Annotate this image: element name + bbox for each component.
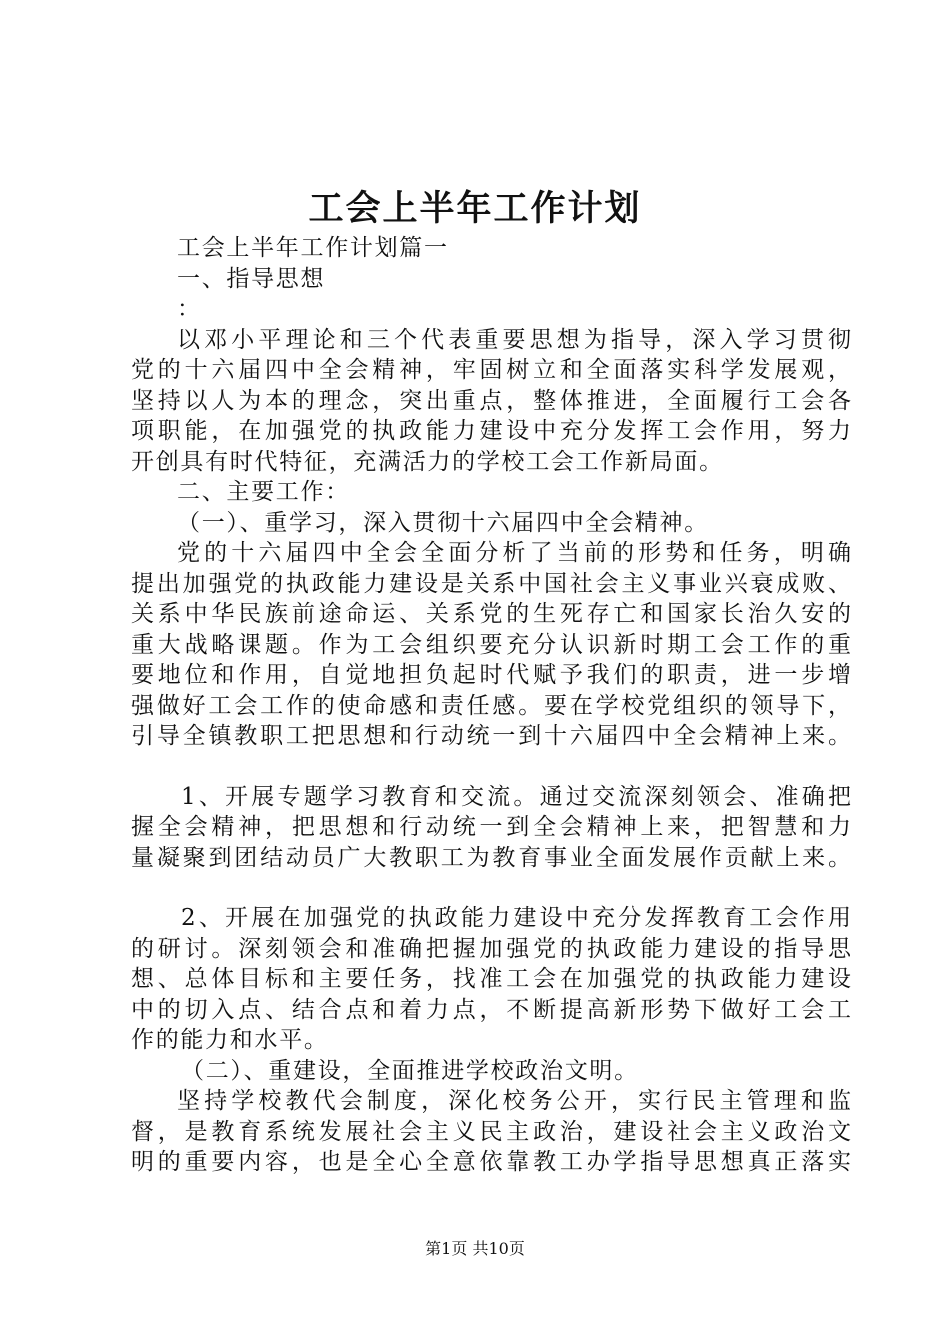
paragraph-line: 坚持以人为本的理念，突出重点，整体推进，全面履行工会各 [131,387,851,414]
paragraph-line: 项职能，在加强党的执政能力建设中充分发挥工会作用，努力 [131,418,851,444]
paragraph-line: 量凝聚到团结动员广大教职工为教育事业全面发展作贡献上来。 [131,844,851,871]
paragraph-gap [131,752,851,782]
paragraph-line: 想、总体目标和主要任务，找准工会在加强党的执政能力建设 [131,966,851,992]
subsection-heading: （二）、重建设，全面推进学校政治文明。 [181,1057,639,1084]
paragraph-line: 1、开展专题学习教育和交流。通过交流深刻领会、准确把 [181,783,851,810]
paragraph-line: 强做好工会工作的使命感和责任感。要在学校党组织的领导下， [131,692,851,719]
subsection-heading: （一）、重学习，深入贯彻十六届四中全会精神。 [177,509,709,536]
paragraph-line: 督，是教育系统发展社会主义民主政治，建设社会主义政治文 [131,1118,851,1145]
paragraph-line: 2、开展在加强党的执政能力建设中充分发挥教育工会作用 [181,905,851,931]
paragraph-line: 引导全镇教职工把思想和行动统一到十六届四中全会精神上来。 [131,723,851,749]
text-line: ： [177,296,202,322]
paragraph-line: 党的十六届四中全会精神，牢固树立和全面落实科学发展观， [131,357,851,383]
paragraph-line: 提出加强党的执政能力建设是关系中国社会主义事业兴衰成败、 [131,570,851,597]
paragraph-line: 关系中华民族前途命运、关系党的生死存亡和国家长治久安的 [131,601,851,627]
paragraph-line: 以邓小平理论和三个代表重要思想为指导，深入学习贯彻 [177,326,851,353]
section-heading: 二、主要工作： [177,479,350,505]
page-number: 第1页 [425,1239,468,1258]
paragraph-line: 作的能力和水平。 [131,1027,329,1053]
section-heading: 一、指导思想 [177,265,326,292]
document-body [131,233,851,1178]
paragraph-line: 明的重要内容，也是全心全意依靠教工办学指导思想真正落实 [131,1149,851,1175]
paragraph-gap [131,873,851,903]
paragraph-line: 开创具有时代特征，充满活力的学校工会工作新局面。 [131,448,724,475]
paragraph-line: 的研讨。深刻领会和准确把握加强党的执政能力建设的指导思 [131,935,851,962]
section-heading: 工会上半年工作计划篇一 [177,235,449,261]
paragraph-line: 中的切入点、结合点和着力点，不断提高新形势下做好工会工 [131,996,851,1023]
paragraph-line: 握全会精神，把思想和行动统一到全会精神上来，把智慧和力 [131,814,851,840]
page-footer [0,1238,950,1260]
document-title: 工会上半年工作计划 [308,188,642,229]
page-total: 共10页 [472,1239,525,1258]
paragraph-line: 党的十六届四中全会全面分析了当前的形势和任务，明确 [177,540,851,566]
paragraph-line: 坚持学校教代会制度，深化校务公开，实行民主管理和监 [177,1088,851,1114]
paragraph-line: 重大战略课题。作为工会组织要充分认识新时期工会工作的重 [131,631,851,658]
paragraph-line: 要地位和作用，自觉地担负起时代赋予我们的职责，进一步增 [131,662,851,688]
